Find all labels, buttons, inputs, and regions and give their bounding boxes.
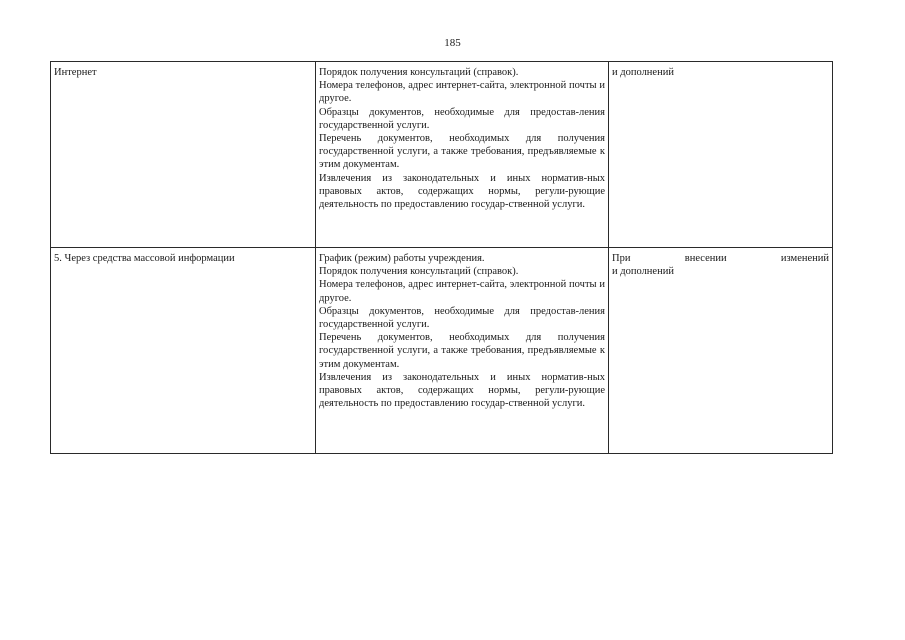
content-paragraph: Образцы документов, необходимые для предостав-ления государственной услуги.	[319, 106, 605, 131]
content-paragraph: Перечень документов, необходимых для получения государственной услуги, а также требования, предъявляемые к этим документам.	[319, 133, 605, 171]
content-paragraph: График (режим) работы учреждения.	[319, 253, 485, 264]
update-label-line2: и дополнений	[612, 266, 674, 278]
update-label-line1: При внесении изменений	[612, 253, 829, 264]
page-number: 185	[444, 37, 461, 49]
content-paragraph: Извлечения из законодательных и иных норматив-ных правовых актов, содержащих нормы, регули-рующие деятельность по предоставлению государ-ственной услуги.	[319, 371, 605, 410]
channel-cell	[51, 62, 316, 248]
table-row	[51, 62, 833, 248]
content-paragraph: Номера телефонов, адрес интернет-сайта, электронной почты и другое.	[319, 80, 605, 105]
table-row	[51, 248, 833, 454]
update-cell	[609, 248, 833, 454]
update-cell	[609, 62, 833, 248]
update-label: и дополнений	[612, 67, 674, 78]
channel-label: 5. Через средства массовой информации	[54, 253, 235, 264]
content-paragraph: Порядок получения консультаций (справок).	[319, 67, 519, 78]
info-table	[50, 61, 833, 454]
content-paragraph: Извлечения из законодательных и иных норматив-ных правовых актов, содержащих нормы, регули-рующие деятельность по предоставлению государ-ственной услуги.	[319, 172, 605, 211]
channel-cell	[51, 248, 316, 454]
content-paragraph: Номера телефонов, адрес интернет-сайта, электронной почты и другое.	[319, 279, 605, 304]
content-paragraph: Перечень документов, необходимых для получения государственной услуги, а также требования, предъявляемые к этим документам.	[319, 332, 605, 370]
content-paragraph: Образцы документов, необходимые для предостав-ления государственной услуги.	[319, 305, 605, 331]
content-paragraph: Порядок получения консультаций (справок).	[319, 266, 519, 278]
channel-label: Интернет	[54, 67, 97, 78]
content-cell	[316, 248, 609, 454]
content-cell	[316, 62, 609, 248]
